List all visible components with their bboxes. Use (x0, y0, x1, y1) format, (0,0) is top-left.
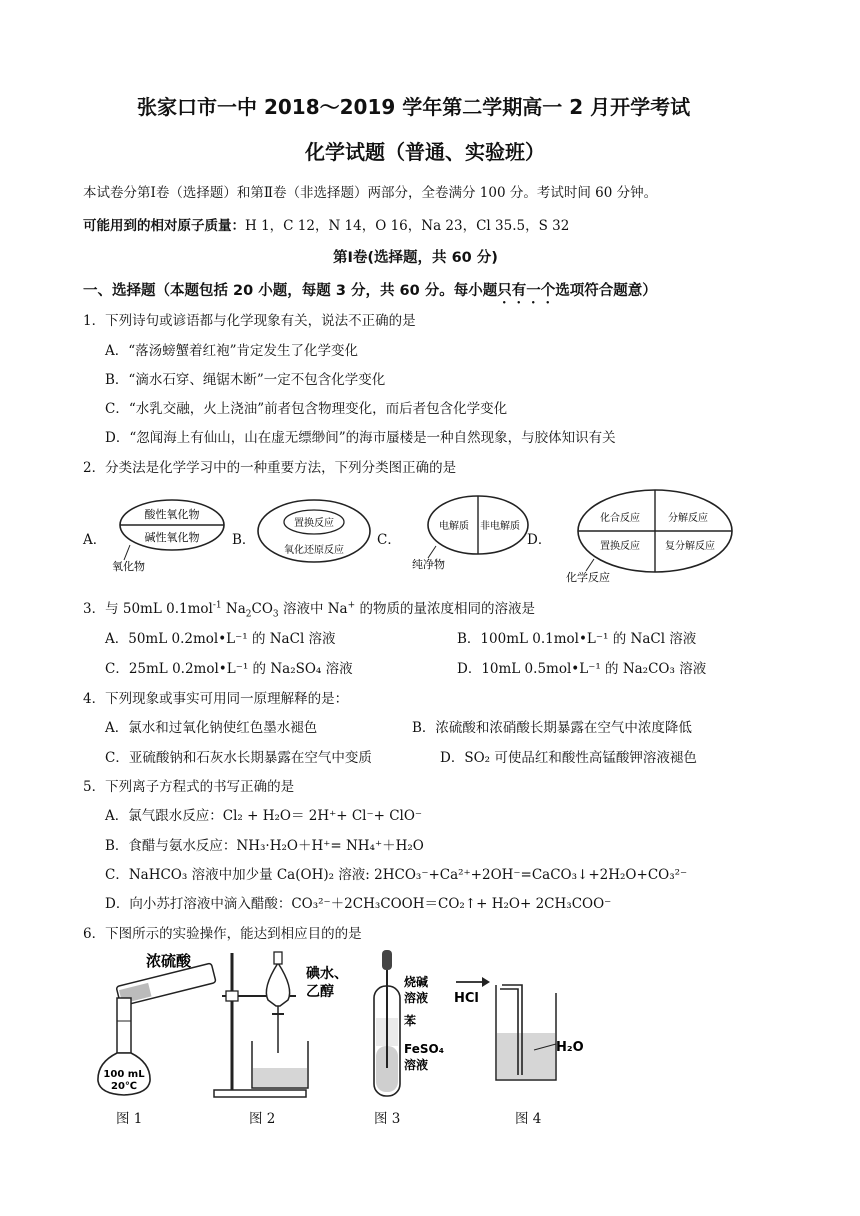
q4-option-a: A．氯水和过氧化钠使红色墨水褪色 (105, 720, 318, 736)
q2-a-bottom: 碱性氧化物 (144, 531, 200, 544)
q2-c-left: 电解质 (439, 521, 469, 532)
q4-option-b: B．浓硫酸和浓硝酸长期暴露在空气中浓度降低 (412, 720, 692, 736)
q2-a-top: 酸性氧化物 (144, 508, 200, 521)
q3-stem-part: Na (221, 601, 246, 617)
fig2-label-ethanol: 乙醇 (306, 984, 334, 1000)
q6-figure-1 (92, 948, 227, 1100)
q3-stem-sup: + (347, 600, 356, 611)
fig3-label-benzene: 苯 (404, 1014, 417, 1028)
q3-stem (83, 597, 535, 620)
fig1-flask-temp: 20℃ (110, 1081, 138, 1092)
q1-stem: 1．下列诗句或谚语都与化学现象有关，说法不正确的是 (83, 313, 416, 329)
q3-option-b: B．100mL 0.1mol•L⁻¹ 的 NaCl 溶液 (457, 631, 697, 647)
q5-option-a: A．氯气跟水反应：Cl₂ + H₂O＝ 2H⁺+ Cl⁻+ ClO⁻ (105, 808, 423, 824)
exam-intro: 本试卷分第Ⅰ卷（选择题）和第Ⅱ卷（非选择题）两部分，全卷满分 100 分。考试时间 60 分钟。 (83, 185, 658, 201)
q1-option-d: D．“忽闻海上有仙山，山在虚无缥缈间”的海市蜃楼是一种自然现象，与胶体知识有关 (105, 430, 616, 446)
exam-title: 张家口市一中 2018～2019 学年第二学期高一 2 月开学考试 (137, 95, 691, 119)
q3-stem-sub: 3 (272, 609, 279, 620)
exam-subtitle: 化学试题（普通、实验班） (305, 140, 545, 164)
q3-option-a: A．50mL 0.2mol•L⁻¹ 的 NaCl 溶液 (105, 631, 336, 647)
fig4-caption: 图 4 (515, 1111, 542, 1127)
fig4-gas-label: HCl (454, 991, 479, 1006)
q4-option-c: C．亚硫酸钠和石灰水长期暴露在空气中变质 (105, 750, 372, 766)
q4-stem: 4．下列现象或事实可用同一原理解释的是： (83, 691, 349, 707)
q3-stem-sup: -1 (212, 600, 222, 611)
q3-stem-part: 溶液中 Na (278, 601, 348, 617)
q3-stem-sub: 2 (245, 609, 252, 620)
q2-diagram-a (104, 492, 234, 582)
q3-option-c: C．25mL 0.2mol•L⁻¹ 的 Na₂SO₄ 溶液 (105, 661, 353, 677)
fig2-label-iodine: 碘水、 (306, 966, 348, 982)
atomic-mass-label: 可能用到的相对原子质量： (83, 218, 245, 234)
q2-d-tl: 化合反应 (600, 513, 640, 524)
q2-d-tr: 分解反应 (668, 513, 708, 524)
q6-figure-2 (210, 948, 348, 1100)
q3-stem-part: CO (251, 601, 273, 617)
q2-label-b: B． (232, 532, 256, 548)
q3-option-d: D．10mL 0.5mol•L⁻¹ 的 Na₂CO₃ 溶液 (457, 661, 707, 677)
q5-option-d: D．向小苏打溶液中滴入醋酸：CO₃²⁻＋2CH₃COOH＝CO₂↑+ H₂O+ 2CH₃COO⁻ (105, 896, 612, 912)
fig3-label-naoh2: 溶液 (404, 991, 429, 1005)
q2-diagram-b (255, 496, 373, 566)
q2-c-outer: 纯净物 (412, 558, 445, 571)
q6-figure-3 (360, 948, 460, 1100)
q1-option-b: B．“滴水石穿、绳锯木断”一定不包含化学变化 (105, 372, 386, 388)
fig2-caption: 图 2 (249, 1111, 276, 1127)
q3-stem-part: 的物质的量浓度相同的溶液是 (355, 601, 535, 617)
q4-option-d: D．SO₂ 可使品红和酸性高锰酸钾溶液褪色 (440, 750, 697, 766)
q5-option-b: B．食醋与氨水反应：NH₃·H₂O＋H⁺= NH₄⁺＋H₂O (105, 838, 424, 854)
atomic-mass-line (83, 214, 569, 234)
q2-b-inner: 置换反应 (294, 518, 334, 529)
q2-d-outer: 化学反应 (566, 571, 610, 584)
q2-c-right: 非电解质 (480, 521, 520, 532)
fig3-label-solution: 溶液 (404, 1058, 429, 1072)
section-heading-b: 选项符合题意） (555, 283, 657, 299)
fig1-caption: 图 1 (116, 1111, 143, 1127)
q6-stem: 6．下图所示的实验操作，能达到相应目的的是 (83, 926, 362, 942)
section-heading-a: 一、选择题（本题包括 20 小题，每题 3 分，共 60 分。每小题 (83, 283, 498, 299)
q5-stem: 5．下列离子方程式的书写正确的是 (83, 779, 295, 795)
section-heading-emphasis: 只有一个 (497, 283, 556, 299)
q2-label-d: D． (527, 532, 552, 548)
q2-d-bl: 置换反应 (600, 541, 640, 552)
fig4-water-label: H₂O (556, 1040, 584, 1055)
q2-diagram-c (400, 492, 535, 577)
fig3-label-feso4: FeSO₄ (404, 1042, 444, 1056)
atomic-mass-values: H 1，C 12，N 14，O 16，Na 23，Cl 35.5，S 32 (245, 218, 570, 234)
q2-label-c: C． (377, 532, 401, 548)
fig1-acid-label: 浓硫酸 (146, 952, 192, 970)
fig1-flask-volume: 100 mL (103, 1069, 145, 1080)
section-heading (83, 279, 657, 307)
q2-label-a: A． (83, 532, 107, 548)
q3-stem-part: 3．与 50mL 0.1mol (83, 601, 213, 617)
q1-option-a: A．“落汤螃蟹着红袍”肯定发生了化学变化 (105, 343, 359, 359)
q2-diagram-d (560, 487, 740, 587)
q2-b-outer: 氧化还原反应 (284, 545, 344, 556)
part1-heading: 第Ⅰ卷(选择题，共 60 分) (333, 250, 498, 266)
q1-option-c: C．“水乳交融，火上浇油”前者包含物理变化，而后者包含化学变化 (105, 401, 508, 417)
q5-option-c: C．NaHCO₃ 溶液中加少量 Ca(OH)₂ 溶液: 2HCO₃⁻+Ca²⁺+2OH⁻=CaCO₃↓+2H₂O+CO₃²⁻ (105, 867, 688, 883)
q2-a-outer: 氧化物 (112, 560, 145, 573)
q2-d-br: 复分解反应 (665, 541, 715, 552)
q2-stem: 2．分类法是化学学习中的一种重要方法，下列分类图正确的是 (83, 460, 457, 476)
fig3-label-naoh1: 烧碱 (404, 975, 429, 989)
q6-figure-4 (452, 960, 592, 1095)
fig3-caption: 图 3 (374, 1111, 401, 1127)
